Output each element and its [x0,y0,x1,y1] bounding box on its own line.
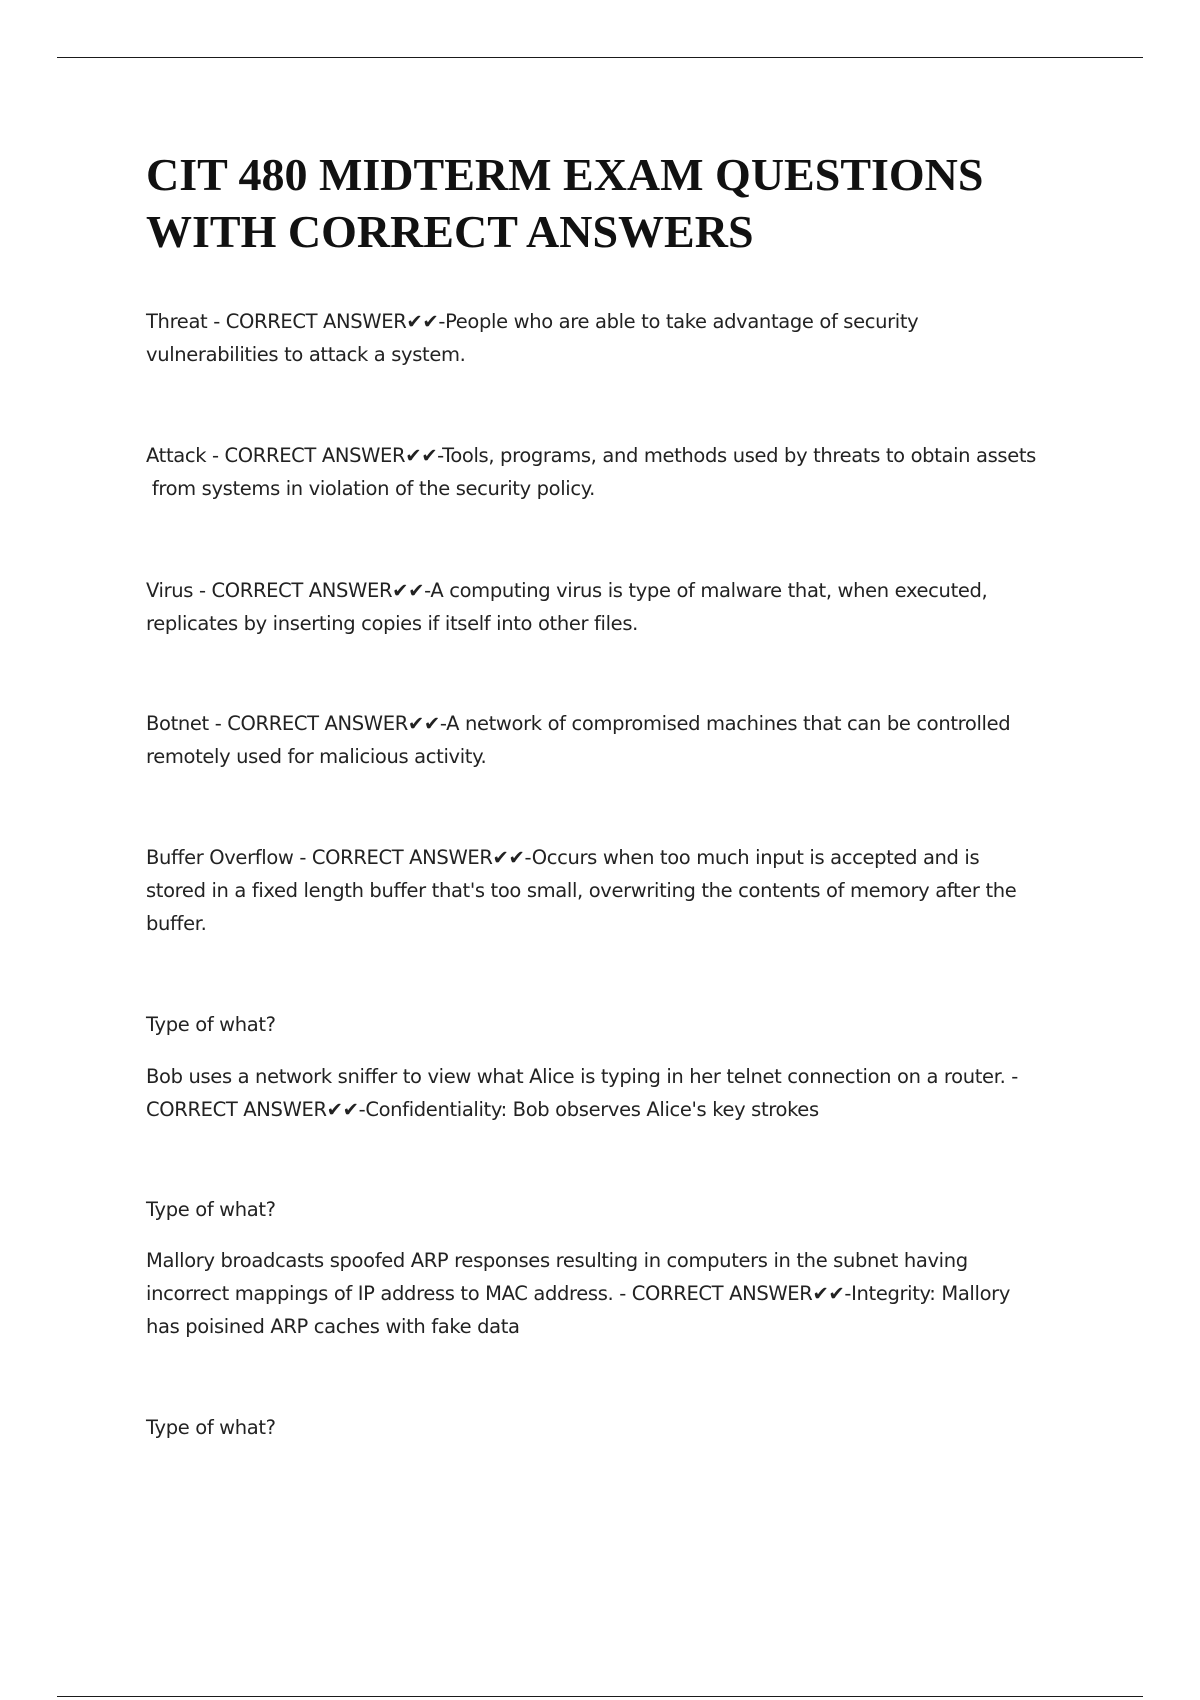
entry-line: vulnerabilities to attack a system. [146,343,466,366]
entry-line: has poisined ARP caches with fake data [146,1315,520,1338]
title-line: CIT 480 MIDTERM EXAM QUESTIONS [146,149,984,200]
top-divider [57,57,1143,58]
entry-line: Mallory broadcasts spoofed ARP responses resulting in computers in the subnet having [146,1249,968,1272]
qa-entry-attack [146,439,1096,505]
qa-entry-threat [146,305,1096,371]
entry-line: Type of what? [146,1198,276,1221]
entry-line: Attack - CORRECT ANSWER✔✔-Tools, programs, and methods used by threats to obtain assets [146,444,1036,467]
entry-line: Threat - CORRECT ANSWER✔✔-People who are able to take advantage of security [146,310,919,333]
entry-line: incorrect mappings of IP address to MAC address. - CORRECT ANSWER✔✔-Integrity: Mallory [146,1282,1011,1305]
question-prompt [146,1411,1096,1444]
entry-line: buffer. [146,912,207,935]
question-prompt [146,1193,1096,1226]
question-prompt [146,1008,1096,1041]
entry-line: replicates by inserting copies if itself into other files. [146,612,638,635]
entry-line: Buffer Overflow - CORRECT ANSWER✔✔-Occurs when too much input is accepted and is [146,846,980,869]
entry-line: remotely used for malicious activity. [146,745,487,768]
qa-entry-botnet [146,707,1096,773]
entry-line: CORRECT ANSWER✔✔-Confidentiality: Bob observes Alice's key strokes [146,1098,819,1121]
entry-line: stored in a fixed length buffer that's too small, overwriting the contents of memory after the [146,879,1017,902]
qa-entry-buffer-overflow [146,841,1096,940]
entry-line: Type of what? [146,1416,276,1439]
entry-line: from systems in violation of the security policy. [146,477,595,500]
qa-entry-confidentiality [146,1060,1096,1126]
qa-entry-integrity [146,1244,1096,1343]
title-line: WITH CORRECT ANSWERS [146,206,754,257]
page-title [146,146,1126,260]
entry-line: Virus - CORRECT ANSWER✔✔-A computing virus is type of malware that, when executed, [146,579,988,602]
entry-line: Bob uses a network sniffer to view what Alice is typing in her telnet connection on a router. - [146,1065,1018,1088]
bottom-divider [57,1696,1143,1697]
qa-entry-virus [146,574,1096,640]
entry-line: Botnet - CORRECT ANSWER✔✔-A network of compromised machines that can be controlled [146,712,1011,735]
entry-line: Type of what? [146,1013,276,1036]
